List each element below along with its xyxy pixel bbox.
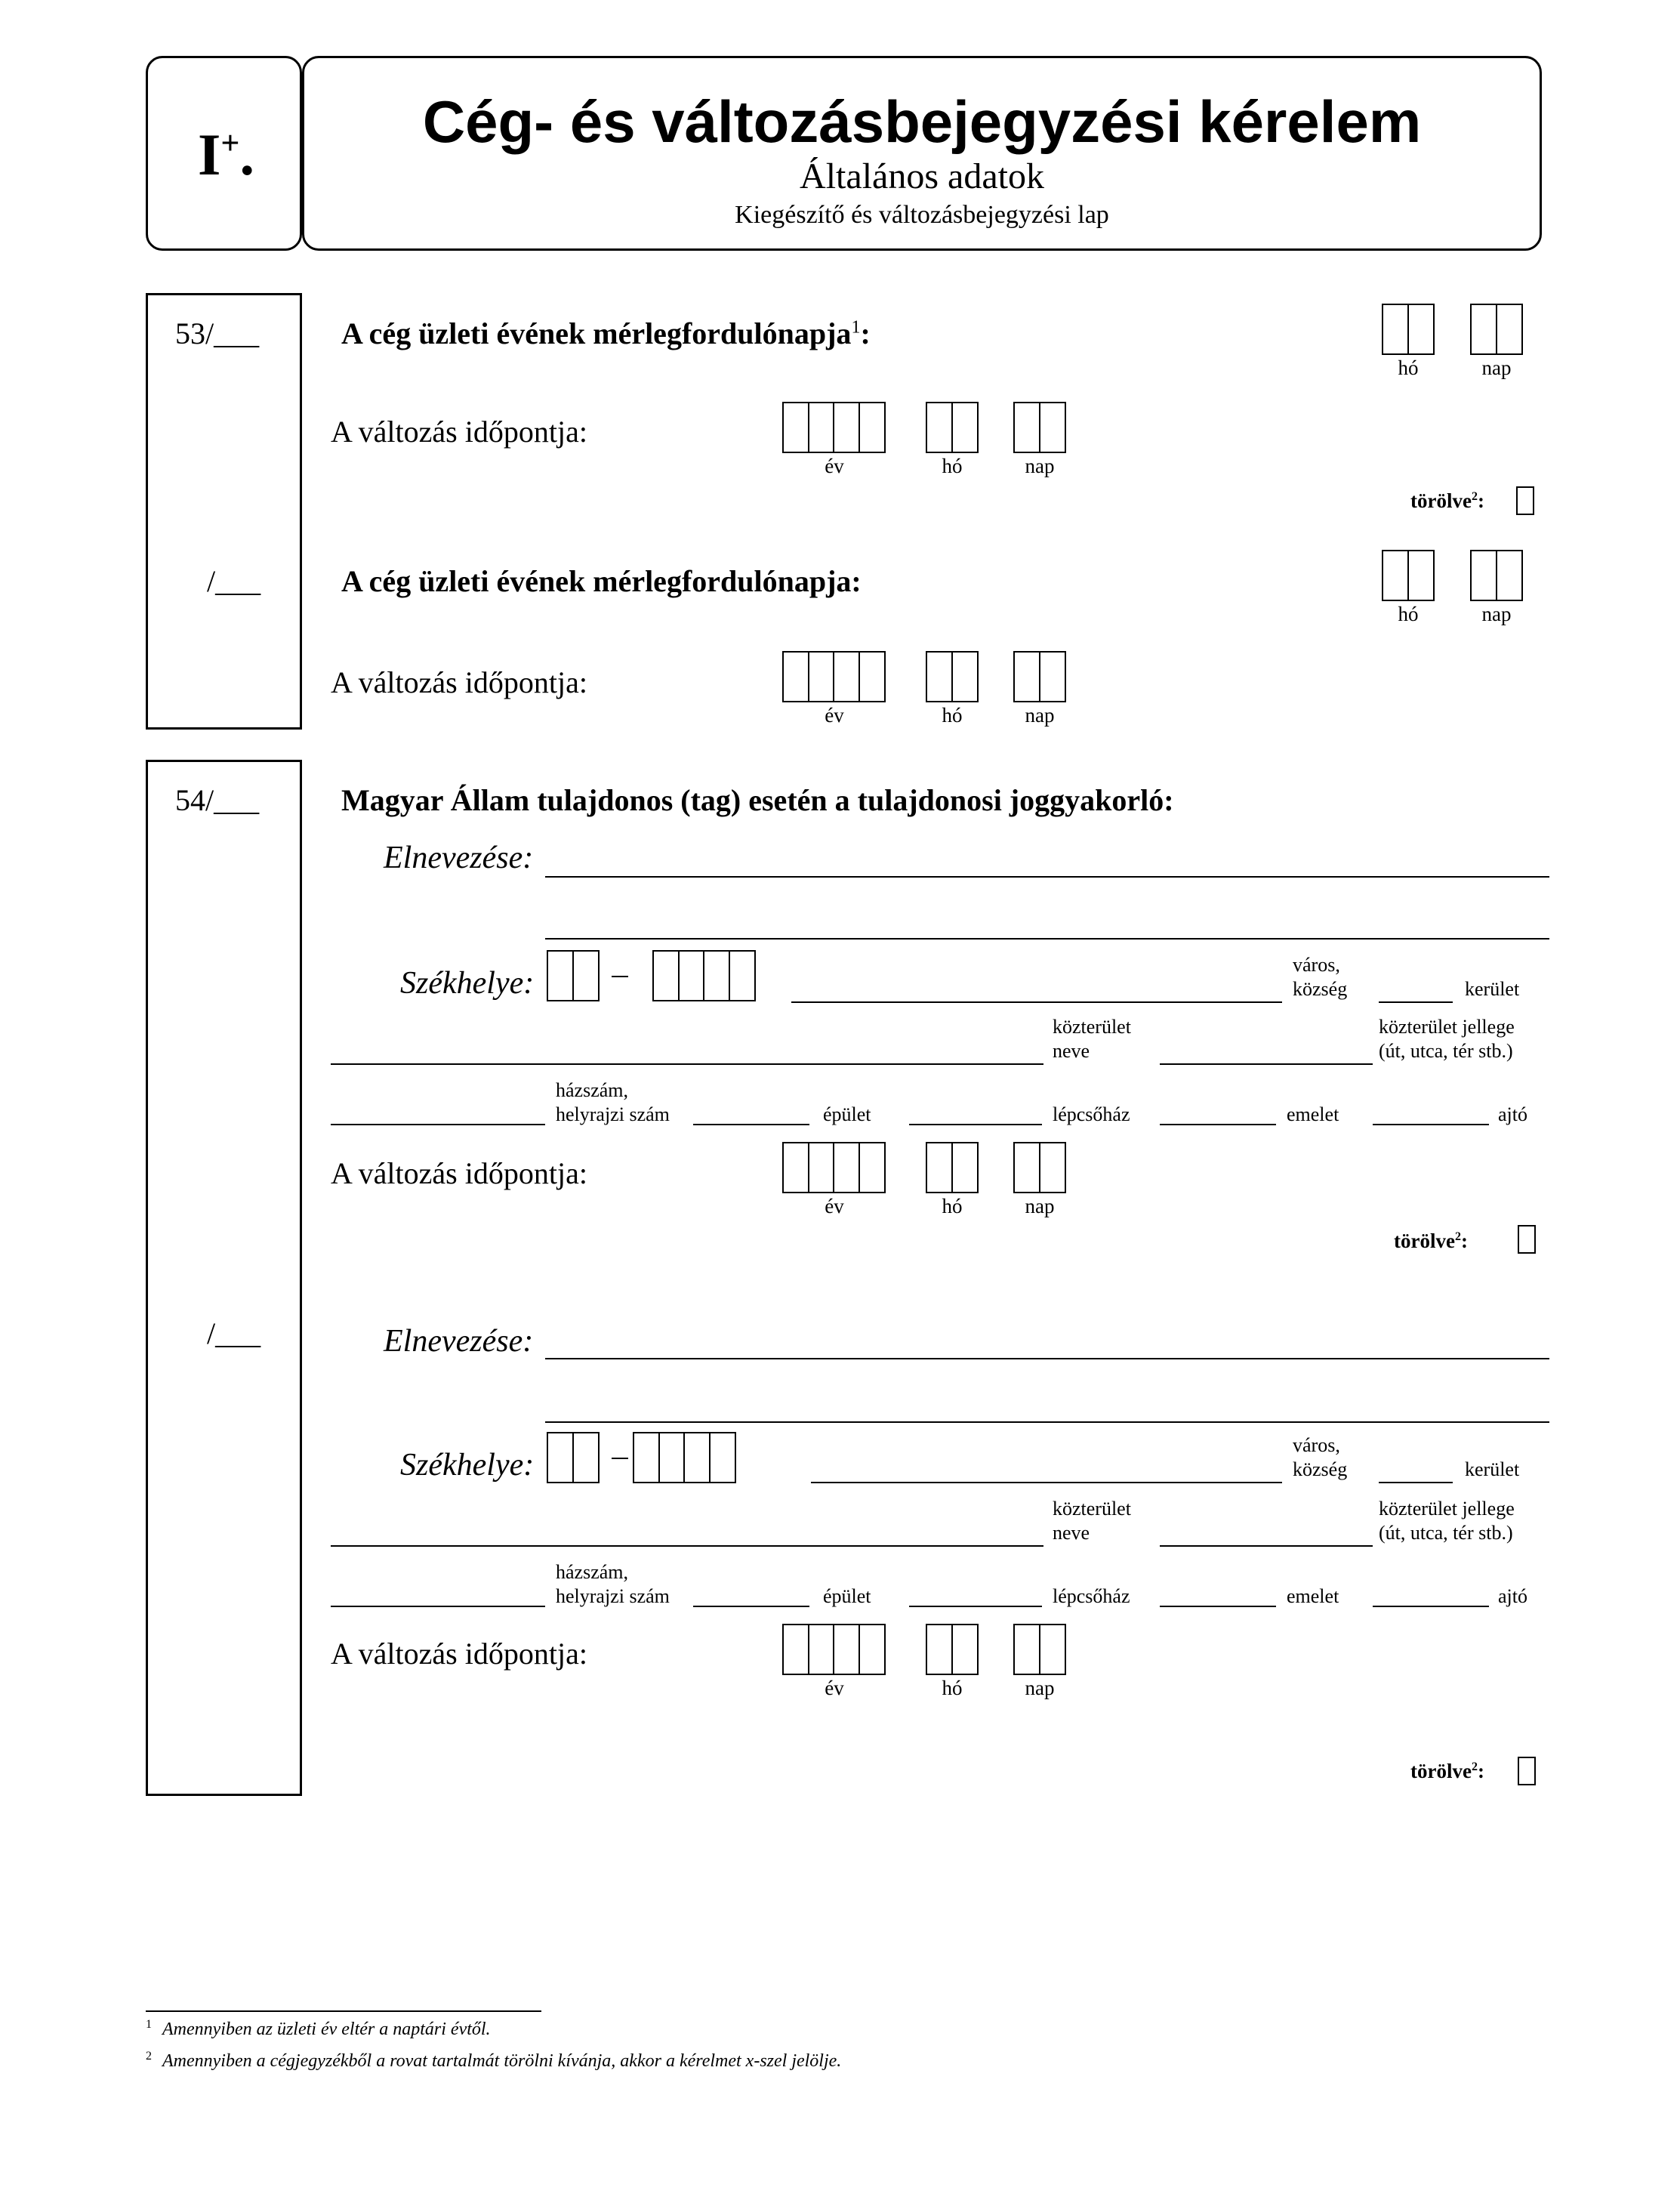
name-field-line-2[interactable] [545,938,1549,940]
street-name-label: közterület neve [1053,1016,1131,1062]
change-year-label-2: év [825,704,844,727]
section-54-number-box [146,760,302,1796]
footnote-ref-1: 1 [851,317,861,338]
city-label: város, község [1293,954,1348,1000]
change-date-label: A változás időpontja: [331,415,587,449]
change-year-input-2[interactable] [782,651,886,702]
name-label: Elnevezése: [384,841,534,875]
closing-month-input-2[interactable] [1382,550,1435,601]
section-54-heading: Magyar Állam tulajdonos (tag) esetén a tulajdonosi joggyakorló: [341,783,1174,817]
district-label-2: kerület [1465,1458,1520,1480]
form-title: Cég- és változásbejegyzési kérelem [422,88,1422,155]
door-label-2: ajtó [1498,1585,1527,1607]
city-field-2[interactable] [811,1482,1282,1483]
staircase-field[interactable] [909,1124,1042,1125]
owner-change-day-input-2[interactable] [1013,1624,1066,1675]
deleted-label: törölve$^2$: [1410,489,1484,512]
name-field-2[interactable] [545,1358,1549,1359]
district-label: kerület [1465,978,1520,1000]
section-53-heading-2: A cég üzleti évének mérlegfordulónapja: [341,564,862,598]
change-year-input[interactable] [782,402,886,453]
change-year-label: év [825,455,844,477]
house-number-label: helyrajzi szám [556,1103,670,1125]
street-name-field[interactable] [331,1063,1043,1065]
staircase-label: lépcsőház [1053,1103,1130,1125]
house-number-label-top: házszám, [556,1079,629,1101]
section-53-heading-text: A cég üzleti évének mérlegfordulónapja [341,316,852,350]
change-day-input-2[interactable] [1013,651,1066,702]
owner-deleted-label-2: törölve$^2$: [1410,1760,1484,1782]
city-label-2: város, község [1293,1434,1348,1480]
closing-month-input[interactable] [1382,304,1435,355]
building-label-2: épület [823,1585,871,1607]
change-day-input[interactable] [1013,402,1066,453]
door-field-2[interactable] [1373,1606,1489,1607]
footnote-2-mark: 2 [146,2050,152,2063]
section-53-number-box [146,293,302,730]
house-number-field[interactable] [331,1124,545,1125]
postal-code-part2-input-2[interactable] [633,1432,736,1483]
footnote-1-text: Amennyiben az üzleti év eltér a naptári évtől. [162,2019,491,2039]
section-53-number-2: /___ [207,564,261,598]
postal-code-dash-2 [612,1458,628,1459]
section-53-heading [341,316,871,351]
footnote-2 [146,2050,841,2072]
floor-label: emelet [1287,1103,1339,1125]
building-field[interactable] [693,1124,809,1125]
closing-day-input[interactable] [1470,304,1523,355]
closing-day-label: nap [1481,356,1512,379]
change-month-input-2[interactable] [926,651,979,702]
owner-deleted-checkbox[interactable] [1518,1225,1536,1254]
closing-day-input-2[interactable] [1470,550,1523,601]
section-53-number: 53/___ [175,316,260,350]
form-subsubtitle: Kiegészítő és változásbejegyzési lap [735,201,1109,229]
deleted-checkbox[interactable] [1516,486,1534,515]
footnote-1-mark: 1 [146,2018,152,2031]
street-type-label: közterület jellege (út, utca, tér stb.) [1379,1016,1515,1062]
floor-label-2: emelet [1287,1585,1339,1607]
seat-label: Székhelye: [400,966,535,1001]
owner-change-month-label: hó [942,1195,963,1217]
owner-change-date-label: A változás időpontja: [331,1156,587,1190]
door-field[interactable] [1373,1124,1489,1125]
footnote-separator [146,2010,541,2012]
owner-deleted-checkbox-2[interactable] [1518,1757,1536,1785]
change-date-label-2: A változás időpontja: [331,665,587,699]
building-field-2[interactable] [693,1606,809,1607]
owner-change-year-input[interactable] [782,1142,886,1193]
postal-code-part2-input[interactable] [652,950,756,1001]
form-subtitle: Általános adatok [800,156,1044,196]
district-field-2[interactable] [1379,1482,1453,1483]
change-day-label-2: nap [1025,704,1055,727]
owner-deleted-label: törölve$^2$: [1394,1230,1468,1252]
closing-day-label-2: nap [1481,603,1512,625]
owner-change-year-label-2: év [825,1677,844,1699]
change-day-label: nap [1025,455,1055,477]
seat-label-2: Székhelye: [400,1448,535,1483]
staircase-label-2: lépcsőház [1053,1585,1130,1607]
street-type-label-2: közterület jellege (út, utca, tér stb.) [1379,1498,1515,1544]
name-field[interactable] [545,876,1549,878]
name-label-2: Elnevezése: [384,1324,534,1359]
floor-field[interactable] [1160,1124,1276,1125]
owner-change-date-label-2: A változás időpontja: [331,1637,587,1671]
section-54-number: 54/___ [175,783,260,817]
house-number-field-2[interactable] [331,1606,545,1607]
owner-change-month-input-2[interactable] [926,1624,979,1675]
house-number-label-2: helyrajzi szám [556,1585,670,1607]
city-field[interactable] [791,1001,1282,1003]
closing-month-label: hó [1398,356,1419,379]
part-number-letter: I [198,122,221,187]
section-54-number-2: /___ [207,1316,261,1350]
change-month-label: hó [942,455,963,477]
name-field-2-line-2[interactable] [545,1421,1549,1423]
street-type-field[interactable] [1160,1063,1373,1065]
door-label: ajtó [1498,1103,1527,1125]
building-label: épület [823,1103,871,1125]
house-number-label-top-2: házszám, [556,1561,629,1583]
street-name-field-2[interactable] [331,1545,1043,1547]
street-name-label-2: közterület neve [1053,1498,1131,1544]
owner-change-month-label-2: hó [942,1677,963,1699]
postal-code-part1-input[interactable] [547,950,600,1001]
district-field[interactable] [1379,1001,1453,1003]
postal-code-dash [612,976,628,977]
owner-change-month-input[interactable] [926,1142,979,1193]
part-number-dot: . [239,122,254,187]
street-type-field-2[interactable] [1160,1545,1373,1547]
footnote-2-text: Amennyiben a cégjegyzékből a rovat tartalmát törölni kívánja, akkor a kérelmet x-szel jelölje. [162,2051,842,2071]
owner-change-day-input[interactable] [1013,1142,1066,1193]
change-month-label-2: hó [942,704,963,727]
section-53-heading-colon: : [860,316,871,350]
owner-change-day-label-2: nap [1025,1677,1055,1699]
staircase-field-2[interactable] [909,1606,1042,1607]
change-month-input[interactable] [926,402,979,453]
part-number [198,121,254,189]
owner-change-year-label: év [825,1195,844,1217]
part-number-superscript: + [220,125,240,162]
closing-month-label-2: hó [1398,603,1419,625]
owner-change-day-label: nap [1025,1195,1055,1217]
floor-field-2[interactable] [1160,1606,1276,1607]
postal-code-part1-input-2[interactable] [547,1432,600,1483]
owner-change-year-input-2[interactable] [782,1624,886,1675]
footnote-1 [146,2018,491,2040]
